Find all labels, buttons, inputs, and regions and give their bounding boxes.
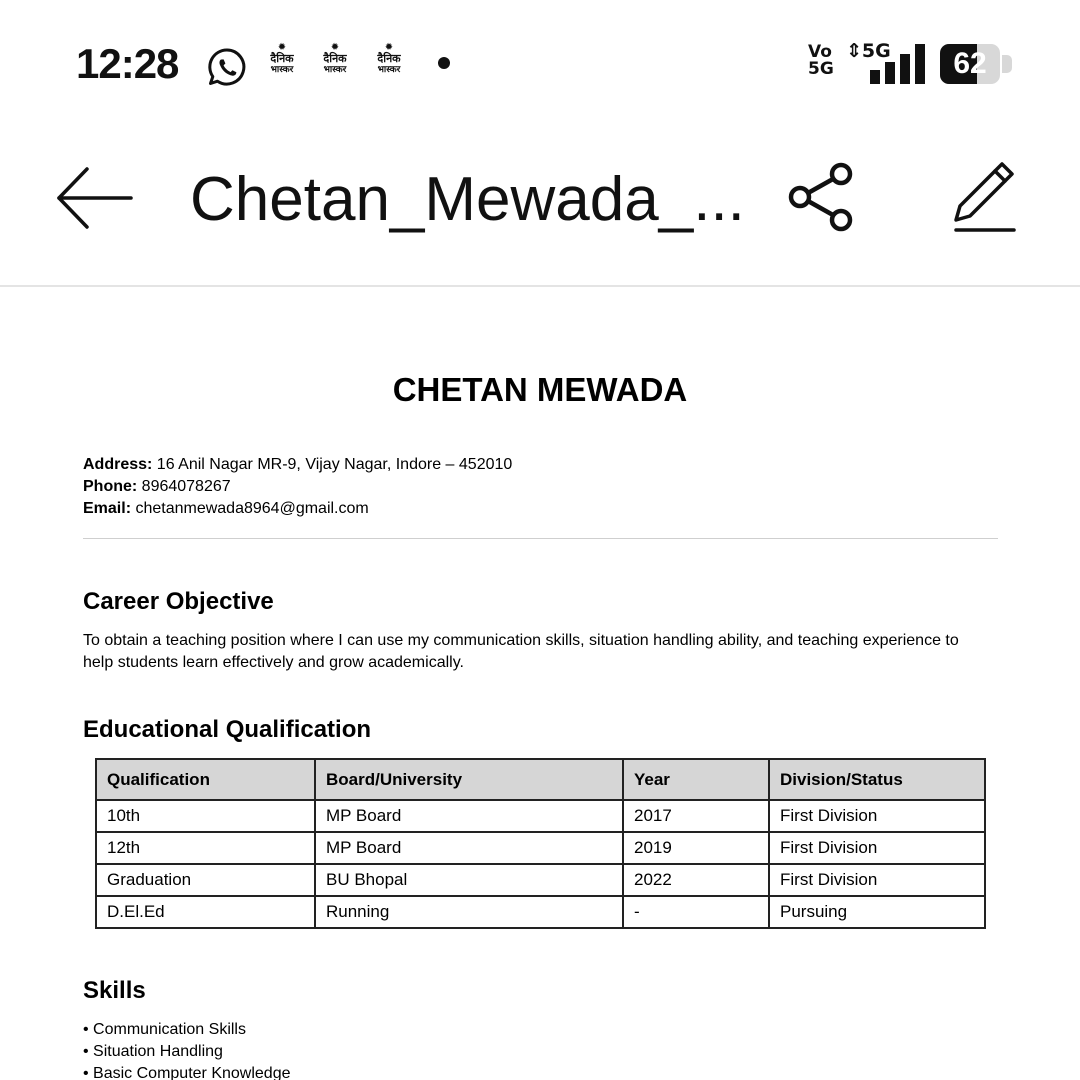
email-value: chetanmewada8964@gmail.com — [131, 500, 369, 517]
signal-bar — [900, 54, 910, 84]
career-objective-text: To obtain a teaching position where I can use my communication skills, situation handling ability, and teaching experience to help students learn effectively and grow academically. — [83, 632, 959, 671]
contact-block — [83, 454, 512, 520]
table-cell: 10th — [96, 800, 315, 832]
phone-value: 8964078267 — [137, 478, 231, 495]
list-item: • Communication Skills — [83, 1021, 246, 1038]
resume-name: CHETAN MEWADA — [392, 371, 688, 408]
table-cell: 2022 — [623, 864, 769, 896]
table-cell: First Division — [769, 832, 985, 864]
dainik-bhaskar-icon: ✹ दैनिक भास्कर — [317, 43, 353, 83]
column-header: Qualification — [96, 759, 315, 800]
back-button[interactable] — [55, 165, 135, 231]
education-table — [95, 758, 986, 929]
table-cell: 2019 — [623, 832, 769, 864]
table-cell: 12th — [96, 832, 315, 864]
table-cell: - — [623, 896, 769, 928]
battery-tip — [1002, 55, 1012, 73]
edit-button[interactable] — [950, 158, 1020, 234]
document-view[interactable] — [0, 287, 1080, 1080]
notification-dot-icon — [438, 57, 450, 69]
email-line — [83, 498, 512, 520]
whatsapp-icon — [207, 47, 247, 87]
column-header: Division/Status — [769, 759, 985, 800]
signal-bar — [870, 70, 880, 84]
battery-percent: 62 — [953, 47, 987, 80]
table-cell: MP Board — [315, 832, 623, 864]
share-button[interactable] — [786, 160, 858, 236]
table-cell: 2017 — [623, 800, 769, 832]
column-header: Year — [623, 759, 769, 800]
pencil-icon — [956, 164, 1014, 230]
document-title: Chetan_Mewada_... — [190, 165, 745, 234]
table-row — [96, 800, 985, 832]
phone-line — [83, 476, 512, 498]
address-label: Address: — [83, 456, 153, 473]
address-value: 16 Anil Nagar MR-9, Vijay Nagar, Indore – 452010 — [152, 456, 513, 473]
signal-strength-icon — [870, 42, 925, 84]
star-icon: ✹ — [384, 42, 394, 53]
email-label: Email: — [83, 500, 132, 517]
divider — [83, 538, 998, 539]
table-row — [96, 864, 985, 896]
list-item: • Basic Computer Knowledge — [83, 1065, 291, 1080]
signal-bar — [885, 62, 895, 84]
dainik-bhaskar-icon: ✹ दैनिक भास्कर — [371, 43, 407, 83]
table-cell: BU Bhopal — [315, 864, 623, 896]
share-icon — [791, 165, 850, 229]
network-type-label: ⇕5G — [846, 40, 891, 62]
list-item: • Situation Handling — [83, 1043, 223, 1060]
table-cell: Running — [315, 896, 623, 928]
career-objective-heading: Career Objective — [83, 588, 274, 615]
table-cell: Pursuing — [769, 896, 985, 928]
phone-label: Phone: — [83, 478, 138, 495]
star-icon: ✹ — [277, 42, 287, 53]
battery-icon — [940, 44, 1000, 84]
table-header-row — [96, 759, 985, 800]
column-header: Board/University — [315, 759, 623, 800]
signal-bar — [915, 44, 925, 84]
table-cell: MP Board — [315, 800, 623, 832]
table-cell: Graduation — [96, 864, 315, 896]
status-bar — [0, 0, 1080, 130]
star-icon: ✹ — [330, 42, 340, 53]
table-row — [96, 832, 985, 864]
arrow-left-icon — [59, 169, 131, 227]
education-heading: Educational Qualification — [83, 716, 372, 743]
skills-list — [83, 1019, 290, 1080]
dainik-bhaskar-icon: ✹ दैनिक भास्कर — [264, 43, 300, 83]
skills-heading: Skills — [83, 977, 146, 1004]
table-cell: First Division — [769, 864, 985, 896]
status-time: 12:28 — [76, 40, 179, 87]
app-bar — [0, 130, 1080, 287]
volte-icon: Vo 5G — [808, 42, 834, 79]
table-row — [96, 896, 985, 928]
address-line — [83, 454, 512, 476]
table-cell: D.El.Ed — [96, 896, 315, 928]
table-cell: First Division — [769, 800, 985, 832]
